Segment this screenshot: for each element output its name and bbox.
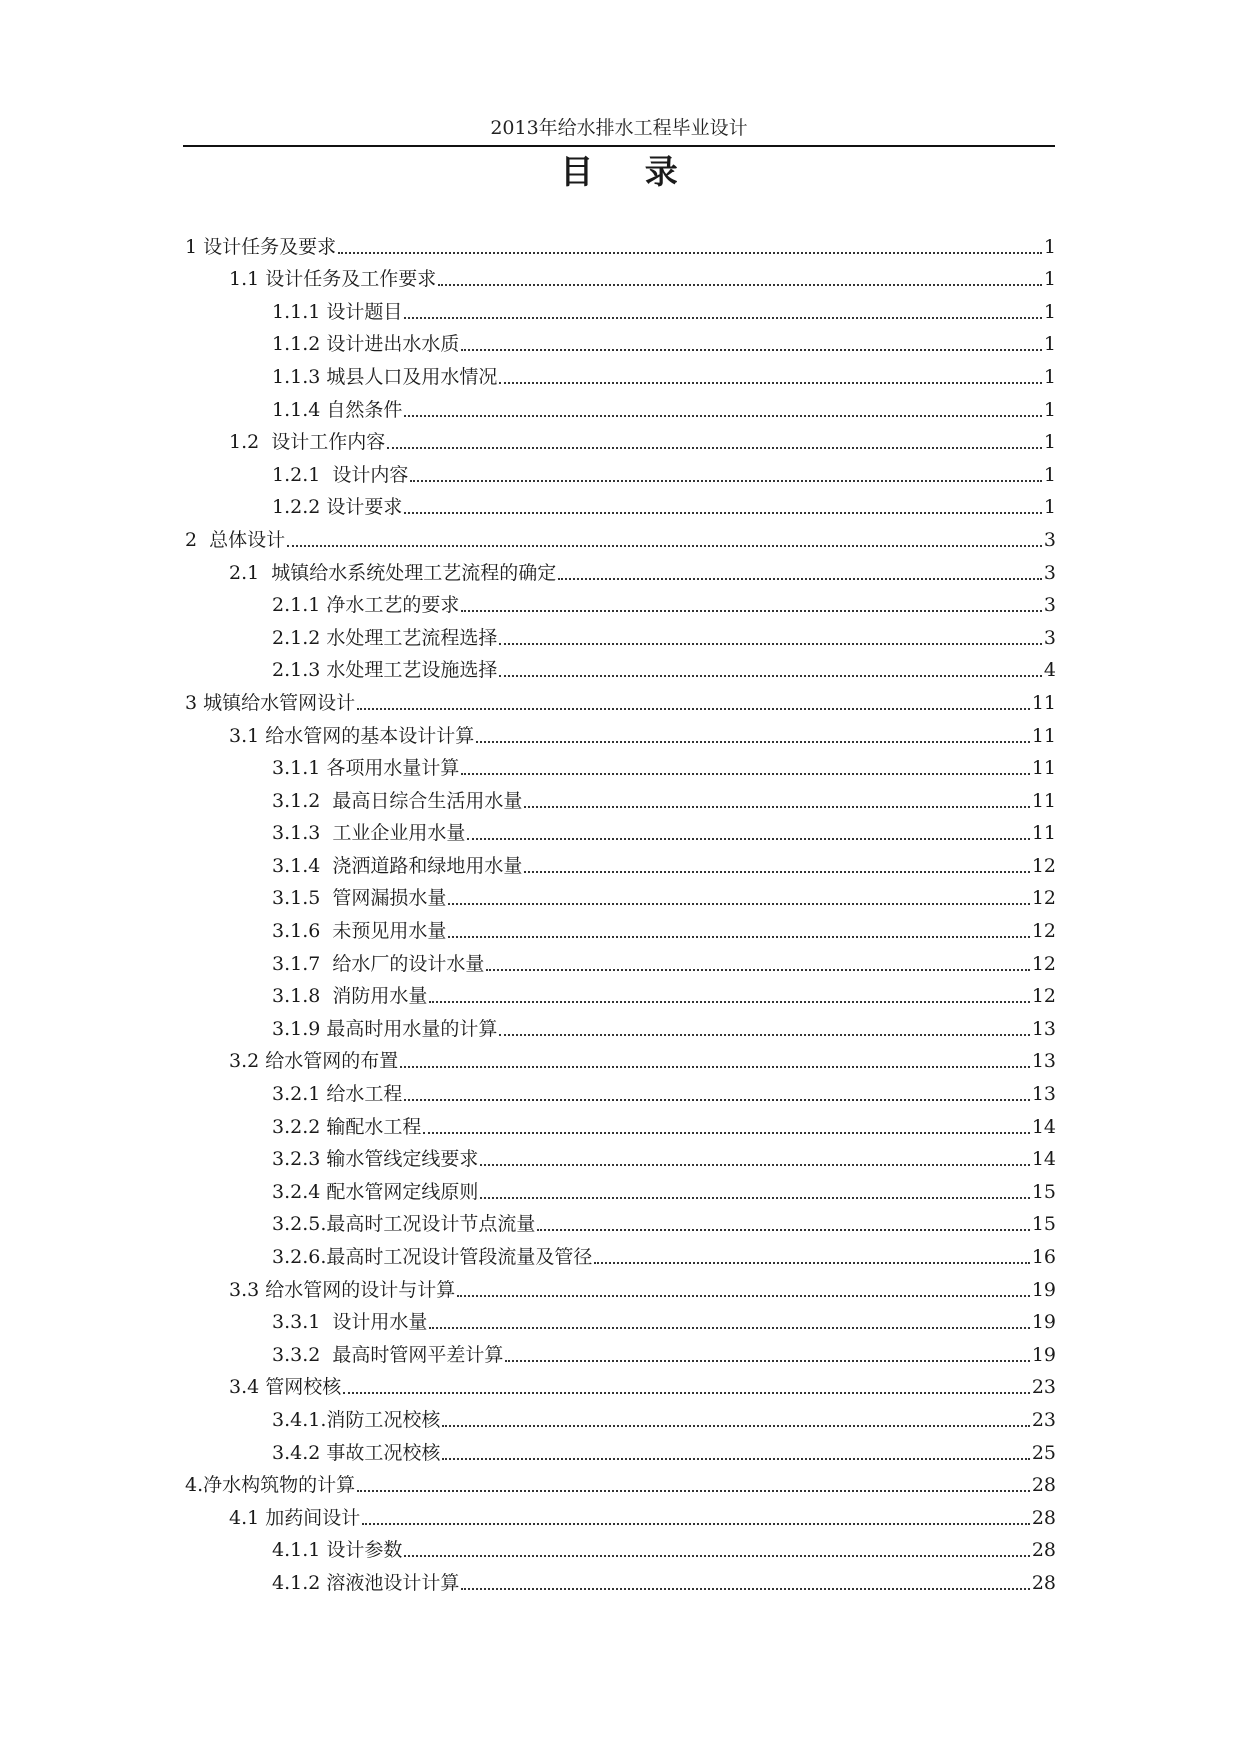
toc-entry[interactable]	[185, 1432, 1056, 1465]
toc-leader-dots	[357, 708, 1030, 710]
toc-entry-page-number: 16	[1031, 1246, 1056, 1268]
toc-entry-label: 2 总体设计	[185, 528, 286, 551]
toc-leader-dots	[476, 741, 1030, 743]
toc-entry-page-number: 1	[1043, 268, 1056, 291]
toc-leader-dots	[429, 1327, 1029, 1329]
toc-entry[interactable]	[185, 748, 1056, 781]
toc-entry-label: 1.1.4 自然条件	[272, 398, 403, 421]
toc-leader-dots	[594, 1262, 1029, 1264]
toc-entry-label: 3.1 给水管网的基本设计计算	[229, 724, 475, 747]
toc-leader-dots	[404, 1099, 1029, 1101]
toc-leader-dots	[499, 643, 1042, 645]
toc-entry[interactable]	[185, 226, 1056, 259]
toc-leader-dots	[461, 773, 1029, 775]
toc-entry-page-number: 28	[1031, 1474, 1056, 1497]
toc-leader-dots	[400, 1066, 1030, 1068]
toc-leader-dots	[461, 610, 1042, 612]
toc-entry[interactable]	[185, 1073, 1056, 1106]
toc-entry-label: 3.1.5 管网漏损水量	[272, 887, 447, 910]
toc-entry-page-number: 19	[1031, 1343, 1056, 1366]
toc-entry[interactable]	[185, 259, 1056, 292]
toc-leader-dots	[404, 415, 1042, 417]
toc-entry-label: 3.2 给水管网的布置	[229, 1050, 399, 1073]
toc-leader-dots	[357, 1490, 1030, 1492]
toc-entry-page-number: 12	[1031, 854, 1056, 877]
toc-entry-label: 3.4.1.消防工况校核	[272, 1408, 441, 1431]
toc-entry[interactable]	[185, 552, 1056, 585]
toc-entry-page-number: 1	[1043, 235, 1056, 258]
toc-entry[interactable]	[185, 356, 1056, 389]
toc-entry-label: 1.2 设计工作内容	[229, 431, 386, 454]
toc-entry[interactable]	[185, 585, 1056, 618]
toc-entry[interactable]	[185, 487, 1056, 520]
toc-entry[interactable]	[185, 1562, 1056, 1595]
toc-leader-dots	[448, 903, 1029, 905]
toc-leader-dots	[442, 1425, 1029, 1427]
toc-entry-label: 3.2.1 给水工程	[272, 1083, 403, 1106]
toc-entry-label: 2.1 城镇给水系统处理工艺流程的确定	[229, 561, 557, 584]
toc-entry-label: 3.1.7 给水厂的设计水量	[272, 952, 485, 975]
toc-entry[interactable]	[185, 1269, 1056, 1302]
toc-leader-dots	[461, 349, 1042, 351]
toc-leader-dots	[505, 1360, 1029, 1362]
toc-entry[interactable]	[185, 1367, 1056, 1400]
toc-entry-page-number: 19	[1031, 1311, 1056, 1334]
toc-leader-dots	[499, 1034, 1029, 1036]
toc-entry-page-number: 1	[1043, 333, 1056, 356]
toc-entry-page-number: 15	[1031, 1180, 1056, 1203]
toc-entry-page-number: 1	[1043, 300, 1056, 323]
toc-leader-dots	[524, 806, 1029, 808]
toc-title: 目 录	[560, 152, 698, 191]
toc-entry-page-number: 12	[1031, 920, 1056, 943]
toc-entry-page-number: 3	[1043, 594, 1056, 617]
toc-entry-label: 4.1.1 设计参数	[272, 1539, 403, 1562]
toc-entry-label: 3 城镇给水管网设计	[185, 691, 356, 714]
toc-leader-dots	[537, 1229, 1029, 1231]
toc-entry-page-number: 12	[1031, 952, 1056, 975]
toc-entry[interactable]	[185, 1399, 1056, 1432]
toc-entry-label: 3.1.8 消防用水量	[272, 985, 428, 1008]
toc-leader-dots	[524, 871, 1029, 873]
toc-entry-label: 3.2.5.最高时工况设计节点流量	[272, 1213, 536, 1236]
toc-entry[interactable]	[185, 1008, 1056, 1041]
toc-entry-page-number: 12	[1031, 985, 1056, 1008]
toc-entry-label: 3.1.1 各项用水量计算	[272, 757, 460, 780]
toc-entry-label: 1.1.3 城县人口及用水情况	[272, 365, 498, 388]
toc-entry-label: 3.1.4 浇洒道路和绿地用水量	[272, 854, 523, 877]
toc-entry[interactable]	[185, 1106, 1056, 1139]
toc-leader-dots	[410, 480, 1041, 482]
toc-leader-dots	[486, 969, 1029, 971]
toc-leader-dots	[499, 382, 1042, 384]
toc-entry-label: 3.1.2 最高日综合生活用水量	[272, 789, 523, 812]
toc-entry-page-number: 14	[1031, 1148, 1056, 1171]
toc-entry[interactable]	[185, 1139, 1056, 1172]
toc-leader-dots	[448, 936, 1029, 938]
toc-entry-page-number: 4	[1043, 659, 1056, 682]
toc-entry[interactable]	[185, 1497, 1056, 1530]
toc-entry-page-number: 1	[1043, 365, 1056, 388]
toc-leader-dots	[404, 317, 1042, 319]
toc-entry-label: 1.2.2 设计要求	[272, 496, 403, 519]
toc-leader-dots	[480, 1197, 1029, 1199]
toc-entry[interactable]	[185, 878, 1056, 911]
toc-entry-label: 3.1.3 工业企业用水量	[272, 822, 466, 845]
toc-entry[interactable]	[185, 1465, 1056, 1498]
header-rule	[183, 145, 1055, 147]
toc-leader-dots	[404, 1555, 1029, 1557]
toc-entry-page-number: 11	[1031, 691, 1056, 714]
toc-entry-page-number: 3	[1043, 528, 1056, 551]
toc-leader-dots	[338, 252, 1042, 254]
toc-leader-dots	[480, 1164, 1029, 1166]
toc-entry-label: 3.1.9 最高时用水量的计算	[272, 1017, 498, 1040]
toc-entry-label: 1.1.1 设计题目	[272, 300, 403, 323]
toc-entry[interactable]	[185, 389, 1056, 422]
toc-entry-page-number: 15	[1031, 1213, 1056, 1236]
toc-leader-dots	[362, 1523, 1030, 1525]
toc-entry-label: 4.1 加药间设计	[229, 1506, 361, 1529]
toc-leader-dots	[429, 1001, 1029, 1003]
toc-entry-label: 2.1.2 水处理工艺流程选择	[272, 626, 498, 649]
toc-entry-page-number: 14	[1031, 1115, 1056, 1138]
toc-entry-page-number: 11	[1031, 822, 1056, 845]
toc-entry-page-number: 25	[1031, 1441, 1056, 1464]
toc-entry-label: 3.1.6 未预见用水量	[272, 920, 447, 943]
toc-leader-dots	[404, 512, 1042, 514]
toc-entry-page-number: 3	[1043, 561, 1056, 584]
toc-entry-label: 3.2.6.最高时工况设计管段流量及管径	[272, 1246, 593, 1268]
toc-entry[interactable]	[185, 422, 1056, 455]
toc-entry-label: 2.1.1 净水工艺的要求	[272, 594, 460, 617]
toc-entry-label: 3.2.3 输水管线定线要求	[272, 1148, 479, 1171]
toc-entry-label: 3.4 管网校核	[229, 1376, 342, 1399]
toc-entry-page-number: 1	[1043, 463, 1056, 486]
toc-entry[interactable]	[185, 324, 1056, 357]
toc-entry-label: 2.1.3 水处理工艺设施选择	[272, 659, 498, 682]
toc-entry-page-number: 1	[1043, 496, 1056, 519]
toc-entry[interactable]	[185, 1302, 1056, 1335]
toc-leader-dots	[438, 284, 1042, 286]
table-of-contents	[185, 226, 1056, 1595]
toc-entry[interactable]	[185, 1204, 1056, 1237]
toc-entry-label: 1.1 设计任务及工作要求	[229, 268, 437, 291]
toc-entry-page-number: 23	[1031, 1376, 1056, 1399]
toc-entry[interactable]	[185, 1041, 1056, 1074]
toc-entry[interactable]	[185, 1530, 1056, 1563]
toc-entry-page-number: 28	[1031, 1506, 1056, 1529]
toc-entry-page-number: 1	[1043, 431, 1056, 454]
toc-entry[interactable]	[185, 943, 1056, 976]
toc-entry-page-number: 13	[1031, 1017, 1056, 1040]
toc-entry[interactable]	[185, 617, 1056, 650]
toc-entry-page-number: 13	[1031, 1050, 1056, 1073]
toc-entry-page-number: 11	[1031, 757, 1056, 780]
toc-entry[interactable]	[185, 910, 1056, 943]
toc-entry[interactable]	[185, 1236, 1056, 1269]
toc-entry-page-number: 1	[1043, 398, 1056, 421]
toc-entry[interactable]	[185, 682, 1056, 715]
toc-leader-dots	[558, 578, 1042, 580]
toc-entry-label: 1.2.1 设计内容	[272, 463, 409, 486]
toc-leader-dots	[442, 1458, 1029, 1460]
toc-entry-page-number: 28	[1031, 1539, 1056, 1562]
toc-leader-dots	[287, 545, 1042, 547]
toc-entry[interactable]	[185, 519, 1056, 552]
toc-entry-label: 1.1.2 设计进出水水质	[272, 333, 460, 356]
toc-entry-label: 3.4.2 事故工况校核	[272, 1441, 441, 1464]
toc-leader-dots	[467, 838, 1029, 840]
toc-entry-page-number: 13	[1031, 1083, 1056, 1106]
toc-leader-dots	[387, 447, 1042, 449]
toc-leader-dots	[423, 1132, 1029, 1134]
running-header: 2013年给水排水工程毕业设计	[490, 117, 748, 139]
toc-entry-label: 3.2.2 输配水工程	[272, 1115, 422, 1138]
toc-entry-page-number: 12	[1031, 887, 1056, 910]
toc-entry-label: 4.净水构筑物的计算	[185, 1474, 356, 1497]
toc-entry[interactable]	[185, 650, 1056, 683]
toc-leader-dots	[457, 1295, 1030, 1297]
toc-entry-page-number: 28	[1031, 1571, 1056, 1594]
toc-leader-dots	[499, 675, 1042, 677]
toc-entry-label: 3.2.4 配水管网定线原则	[272, 1180, 479, 1203]
toc-entry[interactable]	[185, 291, 1056, 324]
toc-entry-page-number: 11	[1031, 724, 1056, 747]
toc-entry-page-number: 3	[1043, 626, 1056, 649]
toc-entry-label: 4.1.2 溶液池设计计算	[272, 1571, 460, 1594]
toc-entry-label: 3.3 给水管网的设计与计算	[229, 1278, 456, 1301]
toc-entry-label: 3.3.2 最高时管网平差计算	[272, 1343, 504, 1366]
toc-entry-page-number: 11	[1031, 789, 1056, 812]
toc-entry[interactable]	[185, 813, 1056, 846]
toc-entry-page-number: 19	[1031, 1278, 1056, 1301]
toc-entry[interactable]	[185, 454, 1056, 487]
toc-entry[interactable]	[185, 780, 1056, 813]
toc-entry[interactable]	[185, 715, 1056, 748]
toc-entry-label: 1 设计任务及要求	[185, 235, 337, 258]
toc-entry[interactable]	[185, 1334, 1056, 1367]
toc-entry[interactable]	[185, 845, 1056, 878]
toc-leader-dots	[343, 1392, 1030, 1394]
toc-entry[interactable]	[185, 976, 1056, 1009]
toc-leader-dots	[461, 1588, 1029, 1590]
toc-entry-label: 3.3.1 设计用水量	[272, 1311, 428, 1334]
toc-entry-page-number: 23	[1031, 1408, 1056, 1431]
toc-entry[interactable]	[185, 1171, 1056, 1204]
